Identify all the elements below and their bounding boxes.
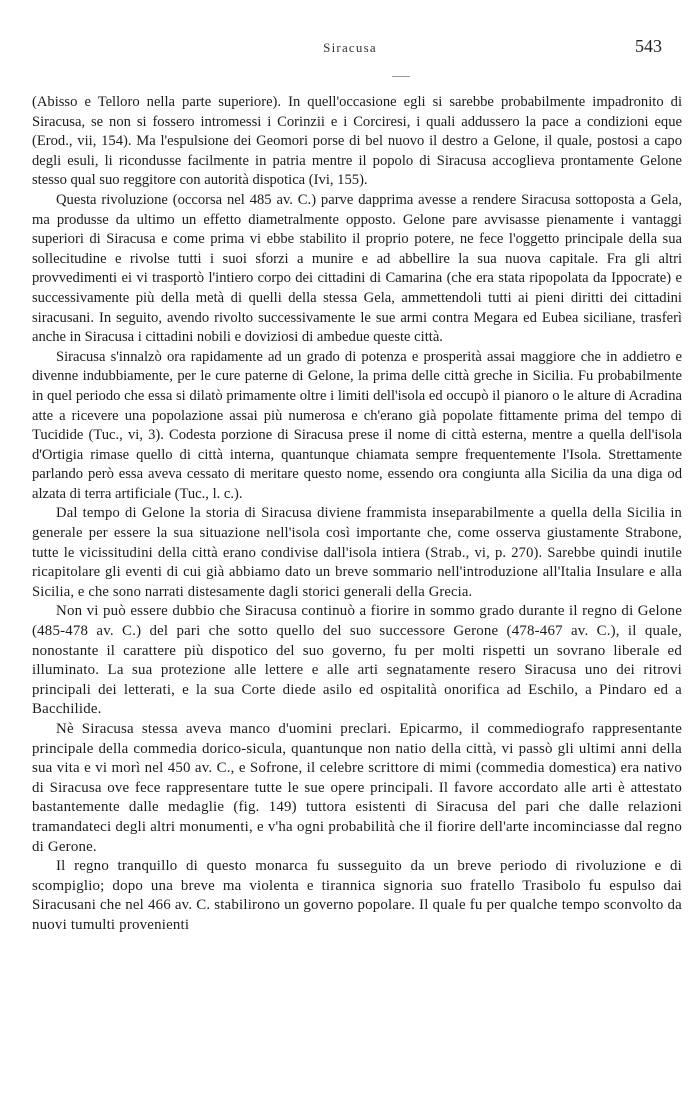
paragraph: Non vi può essere dubbio che Siracusa continuò a fiorire in sommo grado durante il regno di Gelone (485-478 av. C.) del pari che sotto quello del suo successore Gerone (478-467 av. C.), il quale, nonostante il carattere più dispotico del suo governo, fu per molti rispetti un sovrano liberale ed illuminato. La sua protezione alle lettere e alle arti segnatamente resero Siracusa uno dei ritrovi principali dei letterati, e la sua Corte diede asilo ed ospitalità onorifica ad Eschilo, a Pindaro ed a Bacchilide. xyxy=(32,603,682,718)
page-header xyxy=(30,36,670,60)
running-title: Siracusa xyxy=(323,40,377,55)
paragraph: Dal tempo di Gelone la storia di Siracusa diviene frammista inseparabilmente a quella della Sicilia in generale per essere la sua situazione nell'isola così importante che, come osserva giustamente Strabone, tutte le vicissitudini della città erano condivise dall'isola intiera (Strab., vi, p. 270). Sarebbe quindi inutile ricapitolare gli eventi di cui già abbiamo dato un breve sommario nell'introduzione all'Italia Insulare e alla Sicilia, e che sono narrati distesamente dagli storici generali della Grecia. xyxy=(32,505,682,600)
paragraph: Questa rivoluzione (occorsa nel 485 av. C.) parve dapprima avesse a rendere Siracusa sottoposta a Gela, ma produsse da ultimo un effetto diametralmente opposto. Gelone pare avvisasse pienamente i vantaggi superiori di Siracusa e come prima vi ebbe stabilito il proprio potere, ne fece l'oggetto principale della sua sollecitudine e rivolse tutti i suoi sforzi a munire e ad abbellire la sua nuova capitale. Fra gli altri provvedimenti ei vi trasportò l'intiero corpo dei cittadini di Camarina (che era stata ripopolata da Ippocrate) e successivamente più della metà di quelli della stessa Gela, ammettendoli tutti ai pieni diritti dei cittadini siracusani. In seguito, avendo rivolto successivamente le sue armi contra Megara ed Eubea siciliane, trasferì anche in Siracusa i cittadini nobili e doviziosi di ambedue queste città. xyxy=(32,191,682,346)
paragraph: (Abisso e Telloro nella parte superiore). In quell'occasione egli si sarebbe probabilmente impadronito di Siracusa, se non si fossero intromessi i Corinzii e i Corciresi, i quali addussero la pace a condizioni eque (Erod., vii, 154). Ma l'espulsione dei Geomori porse di bel nuovo il destro a Gelone, il quale, postosi a capo degli esuli, li ricondusse facilmente in patria mentre il popolo di Siracusa accoglieva prontamente Gelone stesso qual suo reggitore con autorità dispotica (Ivi, 155). xyxy=(32,94,682,189)
paragraph: Siracusa s'innalzò ora rapidamente ad un grado di potenza e prosperità assai maggiore che in addietro e divenne indubbiamente, per le cure paterne di Gelone, la prima delle città greche in Sicilia. Fu probabilmente in quel periodo che essa si dilatò primamente oltre i limiti dell'isola ed occupò il pianoro o le alture di Acradina atte a ricevere una popolazione assai più numerosa e ch'erano già popolate fittamente prima del tempo di Tucidide (Tuc., vi, 3). Codesta porzione di Siracusa prese il nome di città esterna, mentre a quella dell'isola d'Ortigia rimase quello di città interna, quantunque chiamata sempre frequentemente l'Isola. Strettamente parlando però essa aveva cessato di meritare questo nome, essendo ora congiunta alla Sicilia da una diga od alzata di terra artificiale (Tuc., l. c.). xyxy=(32,348,682,502)
page-number: 543 xyxy=(635,36,662,56)
paragraph: Nè Siracusa stessa aveva manco d'uomini preclari. Epicarmo, il commediografo rappresentante principale della commedia dorico-sicula, quantunque non natio della città, vi passò gli ultimi anni della sua vita e vi morì nel 450 av. C., e Sofrone, il celebre scrittore di mimi (commedia domestica) era nativo di Siracusa ove fece rappresentare tutte le sue opere principali. Il favore accordato alle arti è attestato bastantemente dalle medaglie (fig. 149) tuttora esistenti di Siracusa del pari che dalle relazioni tramandateci degli altri monumenti, e v'ha ogni probabilità che il fiorire dell'arte incominciasse dal regno di Gerone. xyxy=(32,721,682,855)
body-text xyxy=(32,93,682,936)
paragraph: Il regno tranquillo di questo monarca fu susseguito da un breve periodo di rivoluzione e di scompiglio; dopo una breve ma violenta e tirannica signoria suo fratello Trasibolo fu espulso dai Siracusani che nel 466 av. C. stabilirono un governo popolare. Il quale fu per qualche tempo sconvolto da nuovi tumulti provenienti xyxy=(32,858,682,933)
header-rule xyxy=(392,76,410,77)
